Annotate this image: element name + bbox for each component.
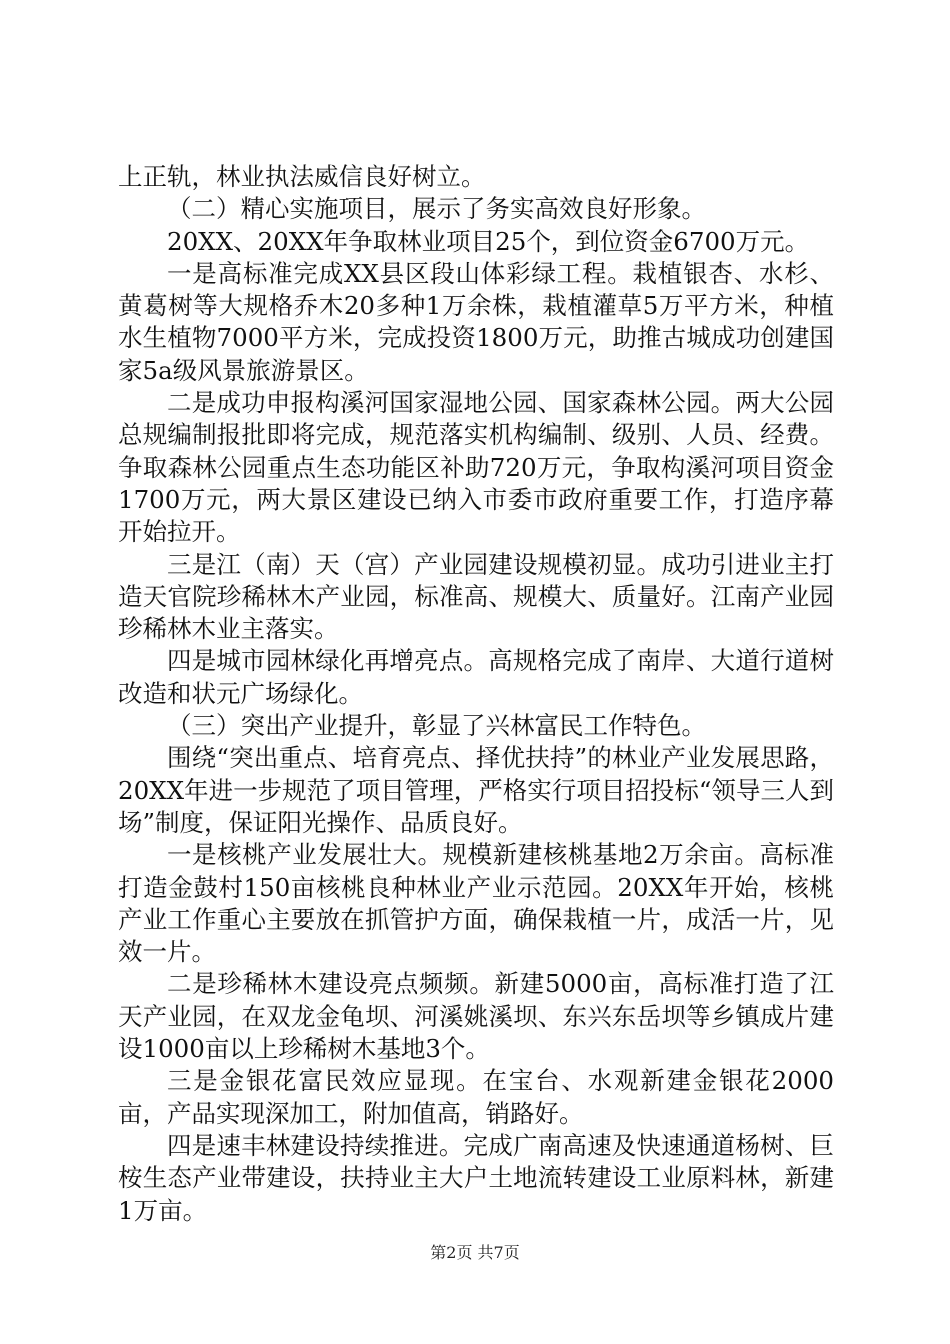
paragraph-rare-trees: 二是珍稀林木建设亮点频频。新建5000亩，高标准打造了江天产业园，在双龙金龟坝、河溪姚溪坝、东兴东岳坝等乡镇成片建设1000亩以上珍稀树木基地3个。 [118,969,834,1064]
page-number-footer: 第2页 共7页 [430,1243,520,1262]
document-body [118,161,834,1227]
paragraph-project-summary: 20XX、20XX年争取林业项目25个，到位资金6700万元。 [167,226,810,256]
paragraph-walnut: 一是核桃产业发展壮大。规模新建核桃基地2万余亩。高标准打造金鼓村150亩核桃良种林业产业示范园。20XX年开始，核桃产业工作重心主要放在抓管护方面，确保栽植一片，成活一片，见效一片。 [118,840,834,967]
paragraph-item-3: 三是江（南）天（宫）产业园建设规模初显。成功引进业主打造天官院珍稀林木产业园，标准高、规模大、质量好。江南产业园珍稀林木业主落实。 [118,549,834,644]
paragraph-industry-summary: 围绕“突出重点、培育亮点、择优扶持”的林业产业发展思路，20XX年进一步规范了项目管理，严格实行项目招投标“领导三人到场”制度，保证阳光操作、品质良好。 [118,743,834,837]
paragraph-fast-growing-forest: 四是速丰林建设持续推进。完成广南高速及快速通道杨树、巨桉生态产业带建设，扶持业主大户土地流转建设工业原料林，新建1万亩。 [118,1130,834,1225]
paragraph-item-4: 四是城市园林绿化再增亮点。高规格完成了南岸、大道行道树改造和状元广场绿化。 [118,646,834,708]
paragraph-honeysuckle: 三是金银花富民效应显现。在宝台、水观新建金银花2000亩，产品实现深加工，附加值高，销路好。 [118,1066,834,1128]
section-heading-2: （二）精心实施项目，展示了务实高效良好形象。 [167,194,706,224]
paragraph-continuation: 上正轨，林业执法威信良好树立。 [118,162,486,191]
section-heading-3: （三）突出产业提升，彰显了兴林富民工作特色。 [167,711,706,741]
paragraph-item-1: 一是高标准完成XX县区段山体彩绿工程。栽植银杏、水杉、黄葛树等大规格乔木20多种1万余株，栽植灌草5万平方米，种植水生植物7000平方米，完成投资1800万元，助推古城成功创建国家5a级风景旅游景区。 [118,258,834,385]
paragraph-item-2: 二是成功申报构溪河国家湿地公园、国家森林公园。两大公园总规编制报批即将完成，规范落实机构编制、级别、人员、经费。争取森林公园重点生态功能区补助720万元，争取构溪河项目资金1700万元，两大景区建设已纳入市委市政府重要工作，打造序幕开始拉开。 [118,388,834,547]
